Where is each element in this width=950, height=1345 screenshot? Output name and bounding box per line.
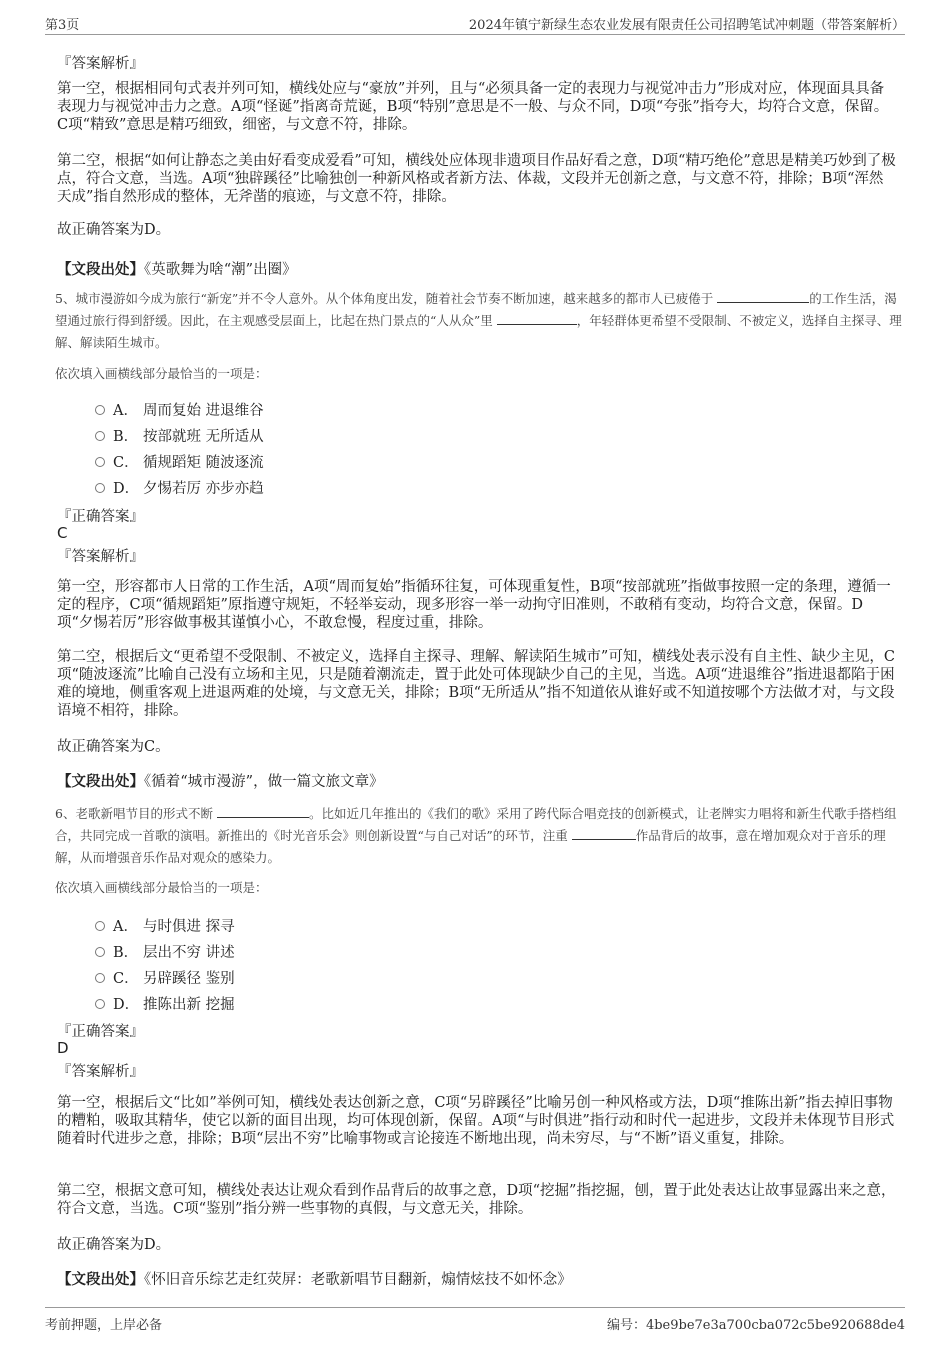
analysis-paragraph: 第一空，根据后文“比如”举例可知，横线处表达创新之意，C项“另辟蹊径”比喻另创一种风格或方法，D项“推陈出新”指去掉旧事物的糟粕，吸取其精华，使它以新的面目出现，均可体现创新，保留。A项“与时俱进”指行动和时代一起进步，文段并未体现节目形式随着时代进步之意，排除；B项“层出不穷”比喻事物或言论接连不断地出现，尚未穷尽，与“不断”语义重复，排除。: [57, 1095, 895, 1147]
correct-answer-label: 『正确答案』: [57, 509, 144, 525]
source-tag: 【文段出处】: [57, 773, 144, 790]
analysis-paragraph: 第二空，根据文意可知，横线处表达让观众看到作品背后的故事之意，D项“挖掘”指挖掘，刨，置于此处表达让故事显露出来之意，符合文意，当选。C项“鉴别”指分辨一些事物的真假，与文意无关，排除。: [57, 1183, 896, 1217]
source-tag: 【文段出处】: [57, 261, 144, 278]
question-5-text: 5、城市漫游如今成为旅行“新宠”并不令人意外。从个体角度出发，随着社会节奏不断加速，越来越多的都市人已疲倦于 的工作生活，渴望通过旅行得到舒缓。因此，在主观感受层面上，比起在热门景点的“人从众”里 ，年轻群体更希望不受限制、不被定义，选择自主探寻、理解、解读陌生城市。: [55, 291, 902, 350]
answer-blank: [717, 290, 809, 303]
answer-blank: [497, 312, 577, 325]
document-code: 编号：4be9be7e3a700cba072c5be920688de4: [606, 1318, 905, 1333]
radio-icon[interactable]: [95, 947, 105, 957]
question-6-text: 6、老歌新唱节目的形式不断 。比如近几年推出的《我们的歌》采用了跨代际合唱竞技的创新模式，让老牌实力唱将和新生代歌手搭档组合，共同完成一首歌的演唱。新推出的《时光音乐会》则创新设置“与自己对话”的环节，注重 作品背后的故事，意在增加观众对于音乐的理解，从而增强音乐作品对观众的感染力。: [55, 806, 897, 865]
radio-icon[interactable]: [95, 483, 105, 493]
question-prompt: 依次填入画横线部分最恰当的一项是：: [55, 880, 268, 895]
question-prompt: 依次填入画横线部分最恰当的一项是：: [55, 366, 268, 381]
conclusion: 故正确答案为D。: [57, 222, 171, 238]
analysis-label: 『答案解析』: [57, 1064, 144, 1080]
analysis-paragraph: 第一空，根据相同句式表并列可知，横线处应与“豪放”并列，且与“必须具备一定的表现力与视觉冲击力”形成对应，体现面具具备表现力与视觉冲击力之意。A项“怪诞”指离奇荒诞，B项“特别”意思是不一般、与众不同，D项“夸张”指夸大，均符合文意，保留。C项“精致”意思是精巧细致，细密，与文意不符，排除。: [57, 81, 889, 133]
page-header: [45, 12, 905, 35]
correct-answer: D: [57, 1039, 69, 1057]
option-c[interactable]: C． 循规蹈矩 随波逐流: [95, 451, 264, 471]
analysis-paragraph: 第一空，形容都市人日常的工作生活，A项“周而复始”指循环往复，可体现重复性，B项“按部就班”指做事按照一定的条理，遵循一定的程序，C项“循规蹈矩”原指遵守规矩，不轻举妄动，现多形容一举一动拘守旧准则，不敢稍有变动，均符合文意，保留。D项“夕惕若厉”形容做事极其谨慎小心，不敢怠慢，程度过重，排除。: [57, 579, 891, 631]
source-title: 《循着“城市漫游”，做一篇文旅文章》: [144, 774, 384, 790]
source-line: [57, 258, 297, 279]
option-d[interactable]: D． 推陈出新 挖掘: [95, 993, 235, 1013]
option-b[interactable]: B． 层出不穷 讲述: [95, 941, 235, 961]
analysis-label: 『答案解析』: [57, 549, 144, 565]
footer-slogan: 考前押题，上岸必备: [45, 1318, 163, 1333]
source-title: 《怀旧音乐综艺走红荧屏：老歌新唱节目翻新，煽情炫技不如怀念》: [144, 1272, 572, 1288]
answer-blank: [572, 827, 636, 840]
source-title: 《英歌舞为啥“潮”出圈》: [144, 262, 297, 278]
source-line: [57, 1268, 572, 1289]
radio-icon[interactable]: [95, 999, 105, 1009]
option-c[interactable]: C． 另辟蹊径 鉴别: [95, 967, 235, 987]
analysis-label: 『答案解析』: [57, 56, 144, 72]
option-a[interactable]: A． 与时俱进 探寻: [95, 915, 235, 935]
page-number: 第3页: [45, 18, 80, 33]
page-footer: [45, 1307, 905, 1334]
option-a[interactable]: A． 周而复始 进退维谷: [95, 399, 264, 419]
option-d[interactable]: D． 夕惕若厉 亦步亦趋: [95, 477, 264, 497]
conclusion: 故正确答案为C。: [57, 739, 170, 755]
radio-icon[interactable]: [95, 973, 105, 983]
source-line: [57, 770, 384, 791]
option-b[interactable]: B． 按部就班 无所适从: [95, 425, 264, 445]
conclusion: 故正确答案为D。: [57, 1237, 171, 1253]
correct-answer: C: [57, 524, 68, 542]
analysis-paragraph: 第二空，根据后文“更希望不受限制、不被定义，选择自主探寻、理解、解读陌生城市”可知，横线处表示没有自主性、缺少主见，C项“随波逐流”比喻自己没有立场和主见，只是随着潮流走，置于此处可体现缺少自己的主见，当选。A项“进退维谷”指进退都陷于困难的境地，侧重客观上进退两难的处境，与文意无关，排除；B项“无所适从”指不知道依从谁好或不知道按哪个方法做才对，与文段语境不相符，排除。: [57, 649, 895, 719]
analysis-paragraph: 第二空，根据“如何让静态之美由好看变成爱看”可知，横线处应体现非遗项目作品好看之意，D项“精巧绝伦”意思是精美巧妙到了极点，符合文意，当选。A项“独辟蹊径”比喻独创一种新风格或者新方法、体裁，文段并无创新之意，与文意不符，排除；B项“浑然天成”指自然形成的整体，无斧凿的痕迹，与文意不符，排除。: [57, 153, 896, 205]
radio-icon[interactable]: [95, 405, 105, 415]
radio-icon[interactable]: [95, 457, 105, 467]
document-title: 2024年镇宁新绿生态农业发展有限责任公司招聘笔试冲刺题（带答案解析）: [468, 18, 905, 33]
source-tag: 【文段出处】: [57, 1271, 144, 1288]
answer-blank: [217, 805, 309, 818]
correct-answer-label: 『正确答案』: [57, 1024, 144, 1040]
radio-icon[interactable]: [95, 921, 105, 931]
radio-icon[interactable]: [95, 431, 105, 441]
